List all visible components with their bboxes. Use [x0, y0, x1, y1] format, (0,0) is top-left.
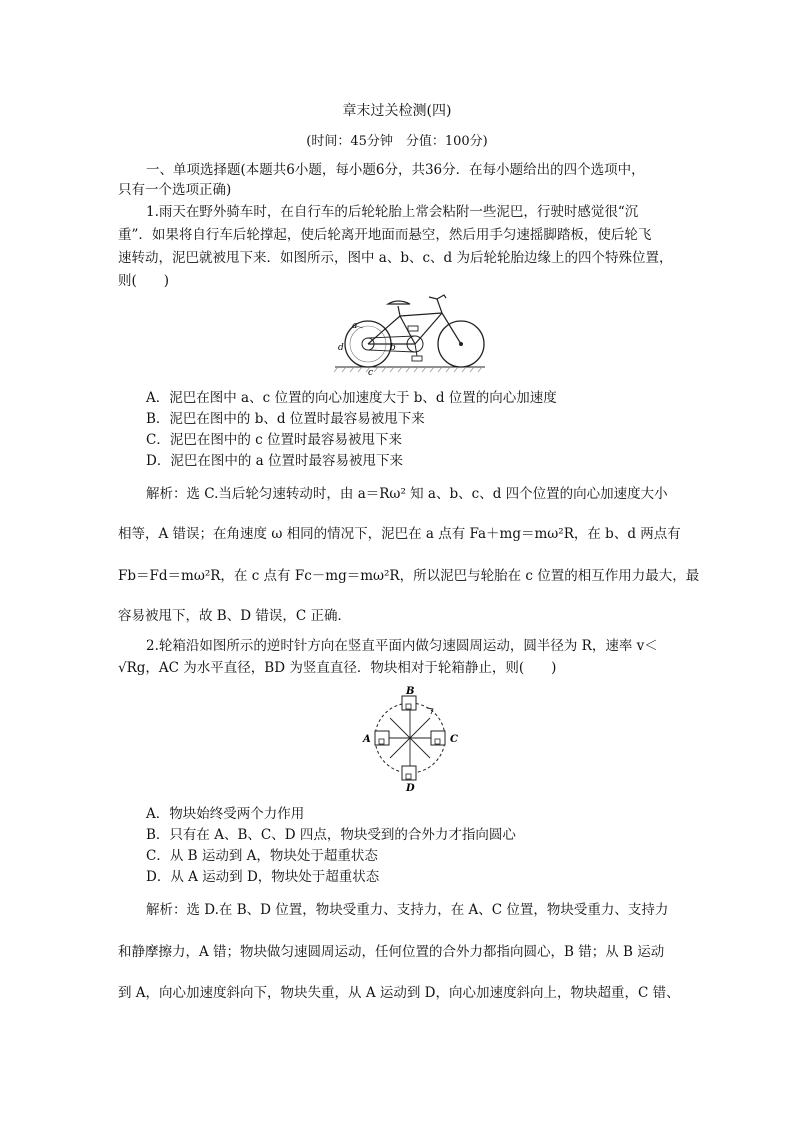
q2-solution-line3: 到 A，向心加速度斜向下，物块失重，从 A 运动到 D，向心加速度斜向上，物块超重，C 错、	[118, 985, 680, 1001]
q1-option-a: A．泥巴在图中 a、c 位置的向心加速度大于 b、d 位置的向心加速度	[146, 390, 557, 406]
q2-text-line1: 2.轮箱沿如图所示的逆时针方向在竖直平面内做匀速圆周运动，圆半径为 R，速率 v＜	[146, 638, 658, 654]
q1-text-line2: 重”．如果将自行车后轮撑起，使后轮离开地面而悬空，然后用手匀速摇脚踏板，使后轮飞	[118, 227, 652, 243]
q2-option-a: A．物块始终受两个力作用	[146, 806, 305, 822]
q2-text-line2: √Rg，AC 为水平直径，BD 为竖直直径．物块相对于轮箱静止，则( )	[118, 660, 557, 676]
q1-text-line4: 则( )	[118, 273, 170, 289]
circle-motion-figure	[355, 684, 465, 796]
q1-option-d: D．泥巴在图中的 a 位置时最容易被甩下来	[146, 453, 403, 469]
box-a	[375, 731, 389, 745]
label-D: D	[406, 783, 415, 794]
label-C: C	[450, 734, 458, 745]
label-c: c	[368, 368, 374, 378]
section-heading-line1: 一、单项选择题(本题共6小题，每小题6分，共36分．在每小题给出的四个选项中，	[146, 162, 645, 178]
q1-text-line1: 1.雨天在野外骑车时，在自行车的后轮轮胎上常会粘附一些泥巴，行驶时感觉很“沉	[146, 204, 639, 220]
label-A: A	[363, 734, 371, 745]
q1-solution-line3: Fb＝Fd＝mω²R，在 c 点有 Fc－mg＝mω²R，所以泥巴与轮胎在 c 位置的相互作用力最大，最	[118, 568, 700, 584]
box-b	[402, 696, 416, 710]
page-subtitle: (时间：45分钟 分值：100分)	[306, 134, 488, 149]
label-B: B	[406, 686, 415, 697]
q1-option-c: C．泥巴在图中的 c 位置时最容易被甩下来	[146, 432, 402, 448]
q1-solution-line4: 容易被甩下，故 B、D 错误，C 正确．	[118, 608, 351, 624]
q2-solution-line2: 和静摩擦力，A 错；物块做匀速圆周运动，任何位置的合外力都指向圆心，B 错；从 B 运动	[118, 944, 665, 960]
q1-solution-line1: 解析：选 C.当后轮匀速转动时，由 a＝Rω² 知 a、b、c、d 四个位置的向心加速度大小	[146, 486, 668, 502]
label-b: b	[390, 343, 396, 353]
direction-arrow-icon	[427, 708, 433, 714]
q2-option-d: D．从 A 运动到 D，物块处于超重状态	[146, 869, 380, 885]
bicycle-figure	[330, 288, 490, 378]
q1-solution-line2: 相等，A 错误；在角速度 ω 相同的情况下，泥巴在 a 点有 Fa＋mg＝mω²R，在 b、d 两点有	[118, 526, 681, 542]
q1-option-b: B．泥巴在图中的 b、d 位置时最容易被甩下来	[146, 411, 425, 427]
box-c	[431, 731, 445, 745]
label-d: d	[338, 343, 344, 353]
page-title: 章末过关检测(四)	[342, 103, 452, 119]
section-heading-line2: 只有一个选项正确)	[118, 182, 232, 198]
q2-solution-line1: 解析：选 D.在 B、D 位置，物块受重力、支持力，在 A、C 位置，物块受重力、支持力	[146, 902, 669, 918]
q2-option-c: C．从 B 运动到 A，物块处于超重状态	[146, 848, 378, 864]
q2-option-b: B．只有在 A、B、C、D 四点，物块受到的合外力才指向圆心	[146, 827, 516, 843]
box-d	[402, 766, 416, 780]
q1-text-line3: 速转动，泥巴就被甩下来．如图所示，图中 a、b、c、d 为后轮轮胎边缘上的四个特殊位置，	[118, 250, 673, 266]
label-a: a	[352, 321, 358, 331]
